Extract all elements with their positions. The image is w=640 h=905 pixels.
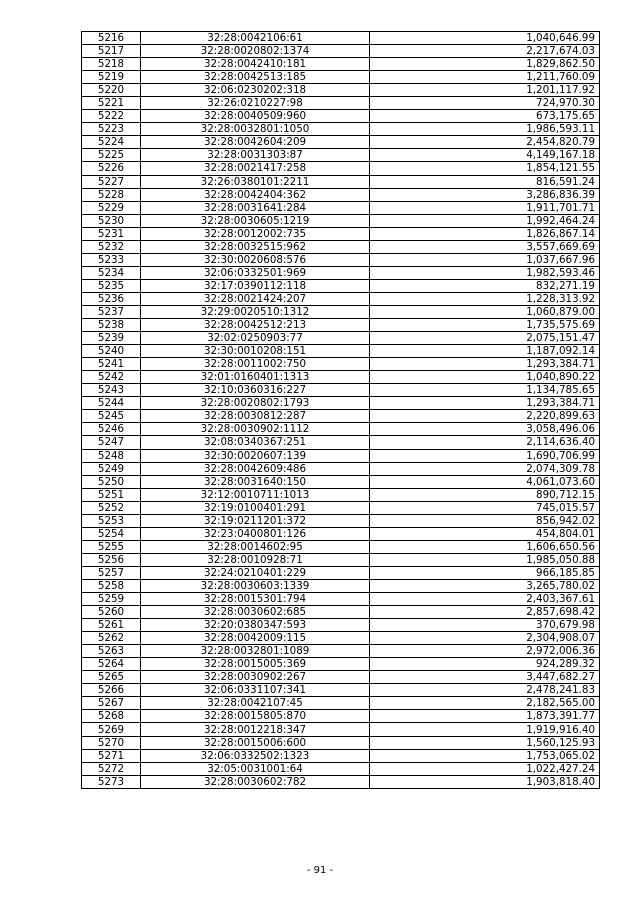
table-row [82, 723, 600, 736]
cadastral-number: 32:29:0020510:1312 [141, 305, 370, 318]
table-row [82, 671, 600, 684]
table-row [82, 97, 600, 110]
table-row [82, 697, 600, 710]
cadastral-value: 2,220,899.63 [370, 410, 600, 423]
row-number: 5271 [82, 749, 141, 762]
table-row [82, 684, 600, 697]
cadastral-value: 816,591.24 [370, 175, 600, 188]
cadastral-number: 32:30:0020607:139 [141, 449, 370, 462]
row-number: 5242 [82, 371, 141, 384]
cadastral-number: 32:02:0250903:77 [141, 332, 370, 345]
cadastral-value: 3,557,669.69 [370, 240, 600, 253]
cadastral-value: 1,829,862.50 [370, 58, 600, 71]
row-number: 5264 [82, 658, 141, 671]
row-number: 5219 [82, 71, 141, 84]
row-number: 5248 [82, 449, 141, 462]
row-number: 5230 [82, 214, 141, 227]
cadastral-value: 1,854,121.55 [370, 162, 600, 175]
cadastral-number: 32:28:0030603:1339 [141, 579, 370, 592]
table-row [82, 658, 600, 671]
table-row [82, 149, 600, 162]
cadastral-value: 1,293,384.71 [370, 358, 600, 371]
cadastral-number: 32:06:0331107:341 [141, 684, 370, 697]
cadastral-value: 1,992,464.24 [370, 214, 600, 227]
table-row [82, 514, 600, 527]
table-row [82, 266, 600, 279]
row-number: 5217 [82, 45, 141, 58]
cadastral-number: 32:06:0230202:318 [141, 84, 370, 97]
cadastral-value: 3,286,836.39 [370, 188, 600, 201]
row-number: 5235 [82, 279, 141, 292]
cadastral-number: 32:23:0400801:126 [141, 527, 370, 540]
cadastral-number: 32:28:0030902:1112 [141, 423, 370, 436]
row-number: 5270 [82, 736, 141, 749]
row-number: 5229 [82, 201, 141, 214]
cadastral-number: 32:01:0160401:1313 [141, 371, 370, 384]
cadastral-value: 673,175.65 [370, 110, 600, 123]
cadastral-number: 32:17:0390112:118 [141, 279, 370, 292]
cadastral-value: 924,289.32 [370, 658, 600, 671]
table-row [82, 175, 600, 188]
row-number: 5232 [82, 240, 141, 253]
cadastral-number: 32:28:0030605:1219 [141, 214, 370, 227]
cadastral-number: 32:28:0030812:287 [141, 410, 370, 423]
cadastral-number: 32:24:0210401:229 [141, 566, 370, 579]
table-body [82, 32, 600, 789]
table-row [82, 619, 600, 632]
row-number: 5256 [82, 553, 141, 566]
cadastral-number: 32:28:0031303:87 [141, 149, 370, 162]
cadastral-number: 32:28:0030902:267 [141, 671, 370, 684]
row-number: 5238 [82, 319, 141, 332]
cadastral-value: 745,015.57 [370, 501, 600, 514]
row-number: 5227 [82, 175, 141, 188]
cadastral-value: 1,873,391.77 [370, 710, 600, 723]
cadastral-number: 32:30:0010208:151 [141, 345, 370, 358]
cadastral-value: 1,060,879.00 [370, 305, 600, 318]
cadastral-value: 1,228,313.92 [370, 292, 600, 305]
table-row [82, 736, 600, 749]
cadastral-number: 32:28:0020802:1793 [141, 397, 370, 410]
cadastral-value: 454,804.01 [370, 527, 600, 540]
table-row [82, 371, 600, 384]
row-number: 5241 [82, 358, 141, 371]
cadastral-number: 32:28:0032801:1050 [141, 123, 370, 136]
cadastral-value: 1,293,384.71 [370, 397, 600, 410]
cadastral-value: 2,074,309.78 [370, 462, 600, 475]
table-row [82, 410, 600, 423]
row-number: 5231 [82, 227, 141, 240]
cadastral-value: 1,022,427.24 [370, 762, 600, 775]
table-row [82, 227, 600, 240]
row-number: 5218 [82, 58, 141, 71]
cadastral-number: 32:08:0340367:251 [141, 436, 370, 449]
cadastral-number: 32:12:0010711:1013 [141, 488, 370, 501]
cadastral-number: 32:28:0040509:960 [141, 110, 370, 123]
table-row [82, 423, 600, 436]
cadastral-number: 32:28:0042410:181 [141, 58, 370, 71]
row-number: 5265 [82, 671, 141, 684]
table-row [82, 305, 600, 318]
row-number: 5252 [82, 501, 141, 514]
cadastral-number: 32:19:0211201:372 [141, 514, 370, 527]
cadastral-number: 32:30:0020608:576 [141, 253, 370, 266]
table-row [82, 188, 600, 201]
cadastral-value: 1,826,867.14 [370, 227, 600, 240]
row-number: 5254 [82, 527, 141, 540]
row-number: 5250 [82, 475, 141, 488]
cadastral-value: 3,058,496.06 [370, 423, 600, 436]
table-row [82, 645, 600, 658]
row-number: 5228 [82, 188, 141, 201]
cadastral-number: 32:28:0042106:61 [141, 32, 370, 45]
row-number: 5272 [82, 762, 141, 775]
table-row [82, 397, 600, 410]
table-row [82, 384, 600, 397]
cadastral-number: 32:26:0210227:98 [141, 97, 370, 110]
cadastral-value: 1,919,916.40 [370, 723, 600, 736]
cadastral-number: 32:28:0014602:95 [141, 540, 370, 553]
row-number: 5226 [82, 162, 141, 175]
cadastral-number: 32:10:0360316:227 [141, 384, 370, 397]
row-number: 5249 [82, 462, 141, 475]
cadastral-value: 1,040,646.99 [370, 32, 600, 45]
cadastral-value-table [81, 31, 600, 789]
cadastral-value: 1,134,785.65 [370, 384, 600, 397]
cadastral-value: 966,185.85 [370, 566, 600, 579]
cadastral-value: 2,114,636.40 [370, 436, 600, 449]
table-row [82, 749, 600, 762]
cadastral-value: 2,454,820.79 [370, 136, 600, 149]
table-row [82, 240, 600, 253]
cadastral-number: 32:28:0021417:258 [141, 162, 370, 175]
row-number: 5244 [82, 397, 141, 410]
table-row [82, 527, 600, 540]
cadastral-number: 32:28:0031641:284 [141, 201, 370, 214]
table-row [82, 110, 600, 123]
table-row [82, 162, 600, 175]
row-number: 5258 [82, 579, 141, 592]
cadastral-number: 32:28:0015005:369 [141, 658, 370, 671]
table-row [82, 214, 600, 227]
cadastral-number: 32:28:0042512:213 [141, 319, 370, 332]
cadastral-value: 2,972,006.36 [370, 645, 600, 658]
row-number: 5257 [82, 566, 141, 579]
table-row [82, 579, 600, 592]
cadastral-number: 32:28:0042513:185 [141, 71, 370, 84]
cadastral-value: 2,478,241.83 [370, 684, 600, 697]
table-row [82, 436, 600, 449]
cadastral-number: 32:28:0020802:1374 [141, 45, 370, 58]
cadastral-number: 32:06:0332501:969 [141, 266, 370, 279]
table-row [82, 279, 600, 292]
cadastral-number: 32:28:0015805:870 [141, 710, 370, 723]
cadastral-value: 2,075,151.47 [370, 332, 600, 345]
cadastral-number: 32:28:0042609:486 [141, 462, 370, 475]
table-row [82, 775, 600, 788]
row-number: 5273 [82, 775, 141, 788]
cadastral-number: 32:26:0380101:2211 [141, 175, 370, 188]
table-row [82, 123, 600, 136]
row-number: 5261 [82, 619, 141, 632]
cadastral-value: 1,690,706.99 [370, 449, 600, 462]
table-row [82, 553, 600, 566]
cadastral-value: 370,679.98 [370, 619, 600, 632]
table-row [82, 332, 600, 345]
row-number: 5260 [82, 606, 141, 619]
table-row [82, 593, 600, 606]
cadastral-value: 832,271.19 [370, 279, 600, 292]
row-number: 5246 [82, 423, 141, 436]
cadastral-number: 32:20:0380347:593 [141, 619, 370, 632]
cadastral-number: 32:28:0042604:209 [141, 136, 370, 149]
cadastral-value: 1,903,818.40 [370, 775, 600, 788]
cadastral-value: 2,304,908.07 [370, 632, 600, 645]
cadastral-number: 32:28:0015006:600 [141, 736, 370, 749]
cadastral-value: 2,857,698.42 [370, 606, 600, 619]
cadastral-number: 32:28:0032515:962 [141, 240, 370, 253]
cadastral-value: 1,201,117.92 [370, 84, 600, 97]
table-row [82, 71, 600, 84]
cadastral-number: 32:28:0012218:347 [141, 723, 370, 736]
cadastral-value: 2,217,674.03 [370, 45, 600, 58]
cadastral-value: 2,403,367.61 [370, 593, 600, 606]
table-row [82, 449, 600, 462]
row-number: 5245 [82, 410, 141, 423]
row-number: 5234 [82, 266, 141, 279]
row-number: 5243 [82, 384, 141, 397]
cadastral-number: 32:28:0031640:150 [141, 475, 370, 488]
cadastral-value: 4,149,167.18 [370, 149, 600, 162]
table-row [82, 45, 600, 58]
cadastral-number: 32:28:0021424:207 [141, 292, 370, 305]
table-row [82, 566, 600, 579]
table-row [82, 762, 600, 775]
table-row [82, 253, 600, 266]
row-number: 5269 [82, 723, 141, 736]
cadastral-number: 32:06:0332502:1323 [141, 749, 370, 762]
row-number: 5237 [82, 305, 141, 318]
cadastral-value: 724,970.30 [370, 97, 600, 110]
cadastral-value: 1,735,575.69 [370, 319, 600, 332]
table-row [82, 606, 600, 619]
row-number: 5268 [82, 710, 141, 723]
table-row [82, 292, 600, 305]
table-row [82, 462, 600, 475]
cadastral-value: 1,040,890.22 [370, 371, 600, 384]
row-number: 5224 [82, 136, 141, 149]
table-row [82, 84, 600, 97]
table-row [82, 710, 600, 723]
cadastral-number: 32:28:0010928:71 [141, 553, 370, 566]
cadastral-value: 1,982,593.46 [370, 266, 600, 279]
cadastral-value: 890,712.15 [370, 488, 600, 501]
table-row [82, 540, 600, 553]
cadastral-value: 1,753,065.02 [370, 749, 600, 762]
cadastral-value: 1,986,593.11 [370, 123, 600, 136]
table-row [82, 345, 600, 358]
cadastral-value: 3,265,780.02 [370, 579, 600, 592]
cadastral-value: 1,985,050.88 [370, 553, 600, 566]
row-number: 5220 [82, 84, 141, 97]
table-row [82, 488, 600, 501]
cadastral-number: 32:28:0032801:1089 [141, 645, 370, 658]
row-number: 5239 [82, 332, 141, 345]
table-row [82, 32, 600, 45]
cadastral-value: 1,187,092.14 [370, 345, 600, 358]
cadastral-number: 32:19:0100401:291 [141, 501, 370, 514]
cadastral-value: 3,447,682.27 [370, 671, 600, 684]
cadastral-number: 32:28:0030602:685 [141, 606, 370, 619]
cadastral-value: 856,942.02 [370, 514, 600, 527]
row-number: 5216 [82, 32, 141, 45]
row-number: 5263 [82, 645, 141, 658]
row-number: 5255 [82, 540, 141, 553]
row-number: 5251 [82, 488, 141, 501]
cadastral-number: 32:28:0011002:750 [141, 358, 370, 371]
cadastral-number: 32:28:0042009:115 [141, 632, 370, 645]
table-row [82, 58, 600, 71]
row-number: 5247 [82, 436, 141, 449]
row-number: 5222 [82, 110, 141, 123]
row-number: 5221 [82, 97, 141, 110]
row-number: 5223 [82, 123, 141, 136]
cadastral-number: 32:28:0012002:735 [141, 227, 370, 240]
table-row [82, 501, 600, 514]
row-number: 5262 [82, 632, 141, 645]
table-row [82, 201, 600, 214]
cadastral-number: 32:28:0042107:45 [141, 697, 370, 710]
cadastral-number: 32:28:0015301:794 [141, 593, 370, 606]
cadastral-value: 1,560,125.93 [370, 736, 600, 749]
page-number: - 91 - [306, 865, 334, 876]
table-row [82, 475, 600, 488]
cadastral-value: 4,061,073.60 [370, 475, 600, 488]
table-row [82, 136, 600, 149]
cadastral-value: 1,037,667.96 [370, 253, 600, 266]
row-number: 5259 [82, 593, 141, 606]
cadastral-number: 32:05:0031001:64 [141, 762, 370, 775]
row-number: 5266 [82, 684, 141, 697]
cadastral-value: 2,182,565.00 [370, 697, 600, 710]
table-row [82, 358, 600, 371]
cadastral-value: 1,911,701.71 [370, 201, 600, 214]
row-number: 5240 [82, 345, 141, 358]
cadastral-number: 32:28:0030602:782 [141, 775, 370, 788]
cadastral-number: 32:28:0042404:362 [141, 188, 370, 201]
row-number: 5236 [82, 292, 141, 305]
row-number: 5267 [82, 697, 141, 710]
cadastral-value: 1,606,650.56 [370, 540, 600, 553]
row-number: 5253 [82, 514, 141, 527]
row-number: 5225 [82, 149, 141, 162]
table-row [82, 319, 600, 332]
table-row [82, 632, 600, 645]
row-number: 5233 [82, 253, 141, 266]
cadastral-value: 1,211,760.09 [370, 71, 600, 84]
